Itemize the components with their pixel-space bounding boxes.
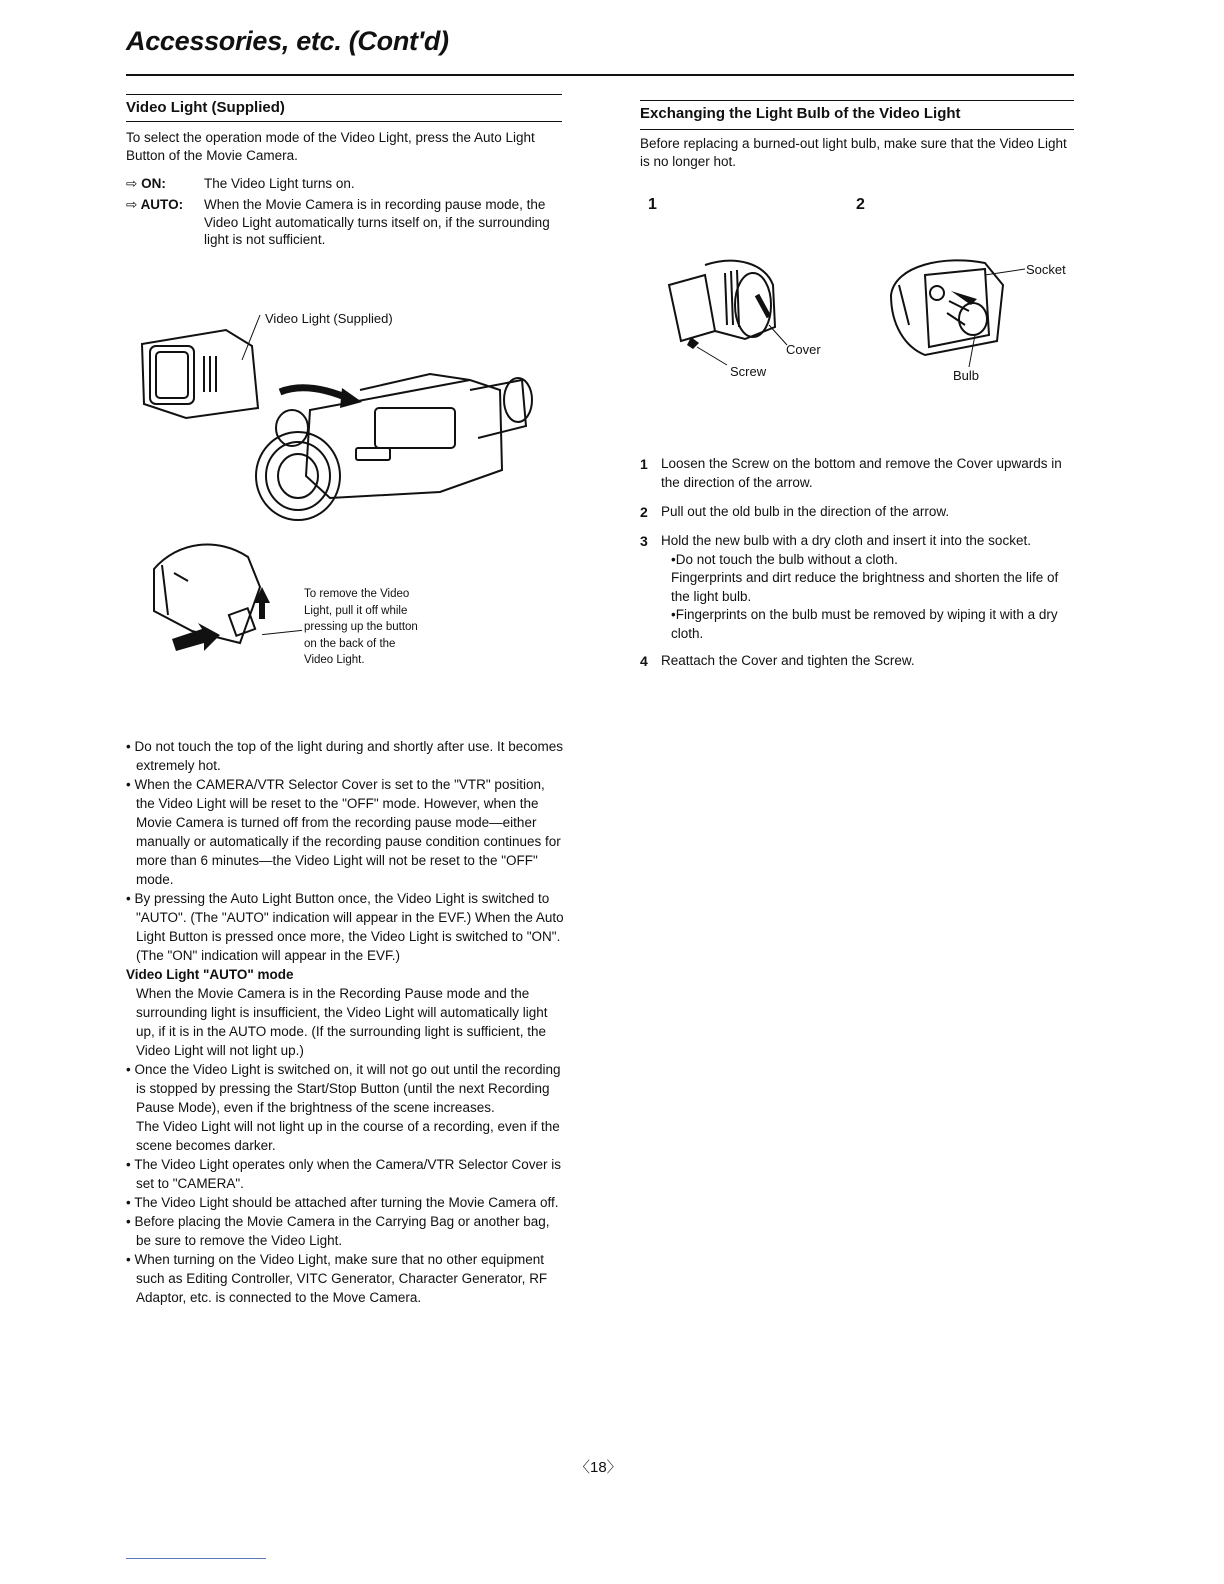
- page-title: Accessories, etc. (Cont'd): [126, 26, 449, 56]
- step-text: Pull out the old bulb in the direction of the arrow.: [661, 504, 950, 519]
- arrow-icon: ⇨: [126, 176, 138, 191]
- step-text: Hold the new bulb with a dry cloth and insert it into the socket.: [661, 533, 1031, 548]
- mode-label: ON:: [141, 176, 166, 191]
- note-item: When the Movie Camera is in the Recording Pause mode and the surrounding light is insufficient, the Video Light will automatically light up, if it is in the AUTO mode. (If the surrounding light is sufficient, the Video Light will not light up.): [136, 986, 548, 1058]
- mode-desc: When the Movie Camera is in recording pause mode, the Video Light automatically turns itself on, if the surrounding light is not sufficient.: [204, 197, 550, 247]
- step-sub: Fingerprints and dirt reduce the brightness and shorten the life of the light bulb.: [671, 570, 1059, 604]
- note-item: • Do not touch the top of the light during and shortly after use. It becomes extremely hot.: [126, 739, 563, 773]
- auto-mode-heading: Video Light "AUTO" mode: [126, 967, 294, 982]
- note-item: • The Video Light operates only when the Camera/VTR Selector Cover is set to "CAMERA".: [126, 1157, 561, 1191]
- cover-label: Cover: [786, 342, 821, 357]
- note-item: • The Video Light should be attached after turning the Movie Camera off.: [126, 1195, 559, 1210]
- note-item: • When the CAMERA/VTR Selector Cover is set to the "VTR" position, the Video Light will be reset to the "OFF" mode. However, when the Movie Camera is turned off from the recording pause mode—either manually or automatically if the recording pause condition continues for more than 6 minutes—the Video Light will not be reset to the "OFF" mode.: [126, 777, 561, 887]
- right-section-title: Exchanging the Light Bulb of the Video Light: [640, 105, 961, 122]
- step-number: 2: [640, 504, 648, 520]
- figure-number-1: 1: [648, 196, 657, 213]
- step-1: [640, 455, 1080, 492]
- remove-light-illustration: [148, 535, 308, 665]
- left-section-title: Video Light (Supplied): [126, 99, 285, 116]
- socket-label: Socket: [1026, 262, 1066, 277]
- note-item: • Once the Video Light is switched on, it will not go out until the recording is stopped by pressing the Start/Stop Button (until the next Recording Pause Mode), even if the brightness of the scene increases.: [126, 1062, 561, 1115]
- arrow-icon: ⇨: [126, 197, 138, 212]
- bulb-label: Bulb: [953, 368, 980, 383]
- step-3: [640, 532, 1080, 643]
- step-number: 1: [640, 456, 648, 472]
- note-item: The Video Light will not light up in the course of a recording, even if the scene becomes darker.: [136, 1119, 560, 1153]
- remove-light-caption: To remove the Video Light, pull it off while pressing up the button on the back of the Video Light.: [304, 588, 418, 666]
- video-light-figure-label: Video Light (Supplied): [265, 311, 393, 326]
- step-2: [640, 503, 1080, 522]
- usage-notes: [126, 737, 566, 1307]
- mode-label: AUTO:: [140, 197, 184, 212]
- left-intro: To select the operation mode of the Video Light, press the Auto Light Button of the Movie Camera.: [126, 130, 535, 163]
- left-section-top-rule: [126, 94, 562, 95]
- left-section-bottom-rule: [126, 121, 562, 122]
- right-section-bottom-rule: [640, 129, 1074, 130]
- note-item: • By pressing the Auto Light Button once, the Video Light is switched to "AUTO". (The "AUTO" indication will appear in the EVF.) When the Auto Light Button is pressed once more, the Video Light is switched to "ON". (The "ON" indication will appear in the EVF.): [126, 891, 564, 963]
- page-number: 〈18〉: [575, 1459, 622, 1476]
- screw-label: Screw: [730, 364, 767, 379]
- right-section-top-rule: [640, 100, 1074, 101]
- note-item: • When turning on the Video Light, make sure that no other equipment such as Editing Controller, VITC Generator, Character Generator, RF Adaptor, etc. is connected to the Move Camera.: [126, 1252, 548, 1305]
- step-sub: •Do not touch the bulb without a cloth.: [671, 551, 898, 567]
- note-item: • Before placing the Movie Camera in the Carrying Bag or another bag, be sure to remove the Video Light.: [126, 1214, 550, 1248]
- bulb-removal-illustration: [885, 255, 1035, 370]
- step-4: [640, 652, 1080, 671]
- cover-removal-illustration: [665, 255, 795, 365]
- mode-on: [126, 175, 576, 193]
- step-number: 3: [640, 533, 648, 549]
- footer-rule: [126, 1558, 266, 1559]
- right-intro: Before replacing a burned-out light bulb, make sure that the Video Light is no longer hot.: [640, 136, 1067, 169]
- step-number: 4: [640, 653, 648, 669]
- header-rule: [126, 74, 1074, 76]
- figure-number-2: 2: [856, 196, 865, 213]
- step-text: Loosen the Screw on the bottom and remove the Cover upwards in the direction of the arrow.: [661, 456, 1062, 490]
- camera-video-light-illustration: [130, 300, 550, 530]
- mode-auto: [126, 196, 576, 247]
- step-sub: •Fingerprints on the bulb must be removed by wiping it with a dry cloth.: [671, 607, 1058, 641]
- mode-desc: The Video Light turns on.: [204, 176, 355, 191]
- step-text: Reattach the Cover and tighten the Screw.: [661, 653, 915, 668]
